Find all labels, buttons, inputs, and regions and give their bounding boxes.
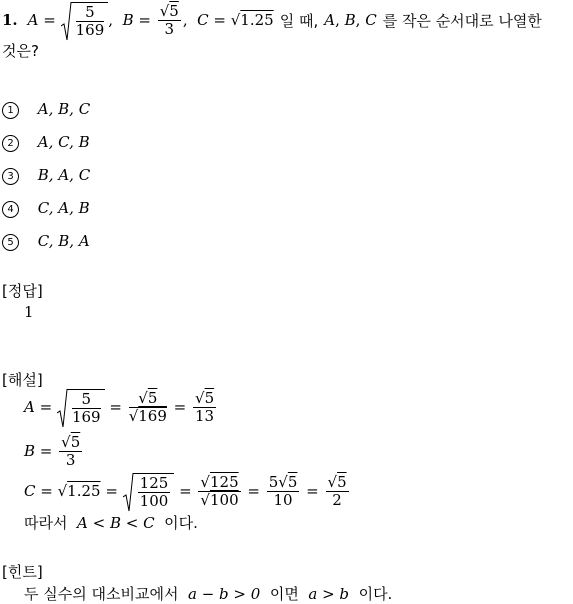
hint-heading: [힌트]: [2, 563, 43, 581]
explanation-conclusion: [24, 512, 198, 533]
option-3[interactable]: [2, 166, 90, 185]
option-text-1: A, B, C: [37, 100, 91, 118]
question-condition-suffix: 일 때,: [279, 11, 319, 30]
question-line-1: 1. A = $\frac{5}{169}$ , B = $\frac{√5}{3}$ , C = √1.25 일 때, A , B , C 를 작은 순서대로 나열한: [2, 1, 542, 39]
explanation-step-b: B = $\frac{√5}{3}$: [24, 432, 81, 469]
option-text-4: C, A, B: [37, 199, 90, 217]
option-marker-4: 4: [2, 201, 19, 218]
option-marker-2: 2: [2, 135, 19, 152]
option-marker-1: 1: [2, 102, 19, 119]
expr-sqrt-1-25: √1.25: [230, 11, 274, 29]
explanation-heading: [해설]: [2, 371, 43, 389]
option-marker-3: 3: [2, 168, 19, 185]
option-text-2: A, C, B: [37, 133, 90, 151]
conclusion-suffix: 이다.: [164, 514, 198, 532]
question-prompt: 를 작은 순서대로 나열한: [382, 11, 542, 30]
expr-sqrt-5-over-169: $\frac{5}{169}$: [61, 2, 109, 39]
hint-result: a > b: [308, 585, 350, 603]
option-text-3: B, A, C: [37, 166, 91, 184]
question-number: 1.: [2, 11, 18, 29]
explanation-step-a: A = $\frac{5}{169}$ = $\frac{√5}{√169}$ = $\frac{√5}{13}$: [24, 388, 215, 426]
hint-mid: 이면: [269, 585, 299, 603]
hint-condition: a − b > 0: [187, 585, 261, 603]
answer-value: 1: [24, 303, 34, 321]
expr-sqrt5-over-3: $\frac{√5}{3}$: [159, 1, 179, 38]
conclusion-expr: A < B < C: [77, 514, 155, 532]
question-line-2: 것은?: [2, 42, 39, 60]
conclusion-prefix: 따라서: [24, 514, 68, 532]
option-5[interactable]: [2, 232, 90, 251]
option-text-5: C, B, A: [37, 232, 90, 250]
hint-suffix: 이다.: [358, 585, 393, 603]
hint-prefix: 두 실수의 대소비교에서: [24, 585, 179, 603]
option-2[interactable]: [2, 133, 90, 152]
hint-text: [24, 583, 392, 604]
option-1[interactable]: [2, 100, 90, 119]
answer-heading: [정답]: [2, 282, 43, 300]
option-marker-5: 5: [2, 234, 19, 251]
option-4[interactable]: [2, 199, 90, 218]
explanation-step-c: C = √1.25 = $\frac{125}{100}$ = $\frac{√125}{√100}$ = $\frac{5√5}{10}$ = $\frac{√5}{2}$: [24, 472, 347, 510]
